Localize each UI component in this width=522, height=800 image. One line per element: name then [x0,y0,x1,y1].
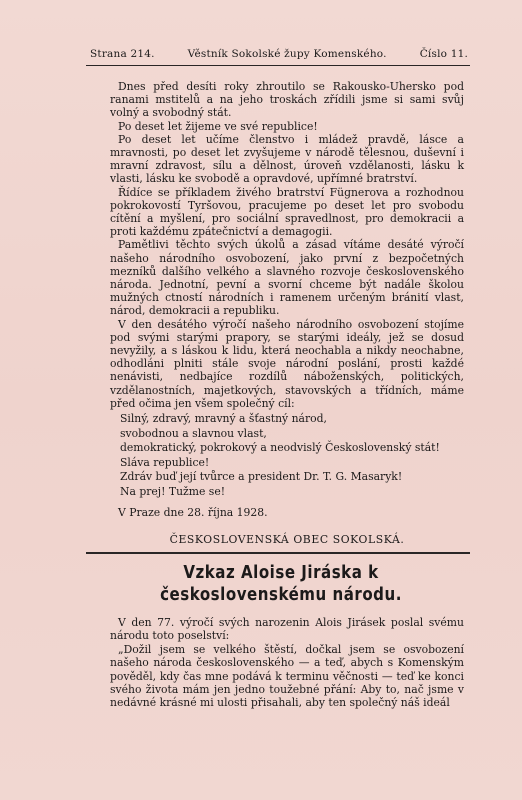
page-number: Strana 214. [90,48,155,60]
proclamation-verse [120,412,464,500]
verse-line: Silný, zdravý, mravný a šťastný národ, [120,412,327,426]
paragraph: V den desátého výročí našeho národního osvobození stojíme pod svými starými prapory, se starými ideály, jež se dosud nevyžily, a s láskou k lidu, která neochabla a nikdy neochabne, odhodláni plniti stále svoje národní poslání, prosti každé nenávisti, nedbajíce rozdílů náboženských, politických, vzdělanostních, majetkových, stavovských a třídních, máme před očima jen všem společný cíl: [110,317,464,410]
verse-line: demokratický, pokrokový a neodvislý Československý stát! [120,441,440,455]
paragraph: V den 77. výročí svých narozenin Alois Jirásek poslal svému národu toto poselství: [110,616,464,643]
page-header [90,48,468,60]
paragraph: „Dožil jsem se velkého štěstí, dočkal jsem se osvobození našeho národa československého — a teď, abych s Komenským pověděl, kdy čas mne podává k terminu věčnosti — teď ke konci svého života mám jen jedno toužebné přání: Aby to, nač jsme v nedávné krásné mi ulosti přisahali, aby ten společný náš ideál [110,642,464,710]
issue-number: Číslo 11. [419,48,468,60]
verse-line: Zdráv buď její tvůrce a president Dr. T. G. Masaryk! [120,470,403,484]
paragraph: Řídíce se příkladem živého bratrství Fügnerova a rozhodnou pokrokovostí Tyršovou, pracujeme po deset let pro svobodu cítění a myšlení, pro sociální spravedlnost, pro demokracii a proti každému zpátečnictví a demagogii. [110,185,464,239]
paragraph: Dnes před desíti roky zhroutilo se Rakousko-Uhersko pod ranami mstitelů a na jeho troskách zřídili jsme si sami svůj volný a svobodný stát. [110,80,464,120]
paragraph: Po deset let učíme členstvo i mládež pravdě, lásce a mravnosti, po deset let zvyšujeme v národě tělesnou, duševní i mravní zdravost, sílu a dělnost, úroveň vzdělanosti, lásku k vlasti, lásku ke svobodě a opravdové, upřímné bratrství. [110,132,464,186]
second-article-body [110,616,464,710]
verse-line: svobodnou a slavnou vlast, [120,426,267,440]
paragraph: Pamětlivi těchto svých úkolů a zásad vítáme desáté výročí našeho národního osvobození, jako první z bezpočetných mezníků dalšího velkého a slavného rozvoje československého národa. Jednotní, pevní a svorní chceme být nadále školou mužných ctností národních i ramenem určeným bránití vlast, národ, demokracii a republiku. [110,238,464,318]
journal-title: Věstník Sokolské župy Komenského. [187,48,387,60]
header-rule [86,65,470,66]
date-line: V Praze dne 28. října 1928. [118,505,268,519]
article-title: Vzkaz Aloise Jiráska k československému národu. [160,563,402,605]
verse-line: Sláva republice! [120,455,210,469]
paragraph: Po deset let žijeme ve své republice! [118,119,318,133]
proclamation [110,80,464,546]
verse-line: Na prej! Tužme se! [120,485,226,499]
section-separator [86,552,470,554]
signature: ČESKOSLOVENSKÁ OBEC SOKOLSKÁ. [169,532,405,546]
